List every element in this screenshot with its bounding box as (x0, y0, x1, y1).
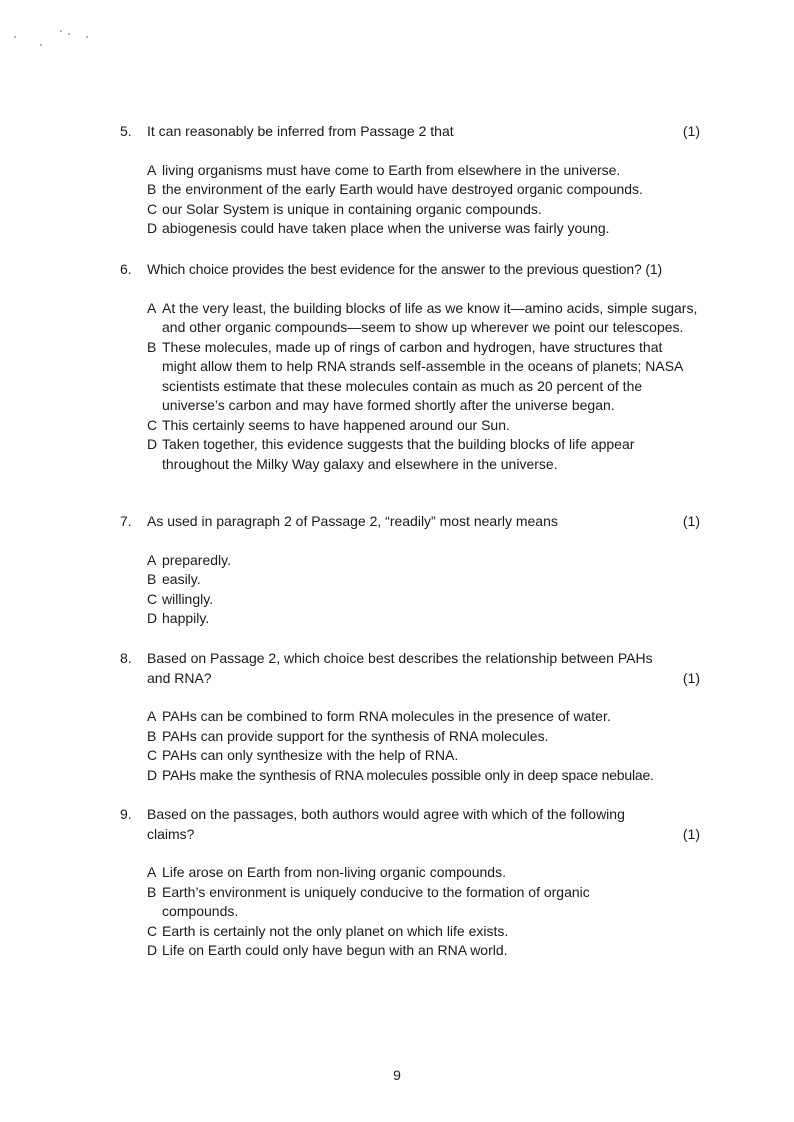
option-letter: B (147, 181, 157, 197)
option-letter: A (147, 161, 157, 178)
question-text: Based on Passage 2, which choice best describes the relationship between PAHs and RNA? (147, 650, 653, 686)
question-8 (120, 649, 700, 785)
option-b (147, 570, 700, 590)
option-letter: C (147, 416, 158, 433)
option-text: These molecules, made up of rings of carbon and hydrogen, have structures that might allow them to help RNA strands self-assemble in the oceans of planets; NASA scientists estimate that these molecules contain as much as 20 percent of the universe’s carbon and may have formed shortly after the universe began. (162, 338, 683, 413)
option-text: PAHs can only synthesize with the help of RNA. (162, 747, 459, 763)
question-stem (120, 649, 700, 688)
option-text: abiogenesis could have taken place when the universe was fairly young. (162, 220, 610, 236)
option-text: This certainly seems to have happened around our Sun. (162, 416, 510, 433)
option-letter: B (147, 338, 157, 355)
answer-options (147, 551, 700, 629)
option-text: Life on Earth could only have begun with an RNA world. (162, 942, 508, 958)
option-text: happily. (162, 610, 210, 626)
question-text: It can reasonably be inferred from Passage 2 that (147, 123, 454, 139)
question-stem (120, 260, 700, 280)
question-text: Based on the passages, both authors would agree with which of the following claims? (147, 806, 625, 842)
question-number: 7. (120, 513, 132, 529)
option-d (147, 609, 700, 629)
option-a (147, 299, 700, 338)
question-9 (120, 805, 700, 961)
option-a (147, 161, 700, 181)
option-letter: D (147, 942, 158, 958)
option-a (147, 551, 700, 571)
question-text (147, 260, 700, 280)
question-mark: (1) (645, 261, 663, 277)
answer-options (147, 707, 700, 785)
option-b (147, 883, 700, 922)
question-stem (120, 805, 700, 844)
option-c (147, 922, 700, 942)
option-letter: D (147, 610, 158, 626)
option-c (147, 416, 700, 436)
question-mark: (1) (682, 513, 700, 529)
option-d (147, 435, 700, 474)
scan-specks (14, 24, 104, 54)
question-5 (120, 122, 700, 239)
question-mark: (1) (682, 123, 700, 139)
question-number: 5. (120, 123, 132, 139)
option-text: PAHs can be combined to form RNA molecules in the presence of water. (162, 708, 611, 724)
option-text: PAHs can provide support for the synthesis of RNA molecules. (162, 727, 549, 744)
option-b (147, 727, 700, 747)
option-text: Taken together, this evidence suggests that the building blocks of life appear throughout the Milky Way galaxy and elsewhere in the universe. (162, 436, 635, 472)
option-text: easily. (162, 571, 201, 587)
option-letter: D (147, 220, 158, 236)
option-letter: B (147, 571, 157, 587)
option-text: willingly. (162, 590, 214, 607)
question-number: 8. (120, 650, 132, 666)
option-letter: D (147, 766, 158, 783)
option-d (147, 219, 700, 239)
option-text: Life arose on Earth from non-living organic compounds. (162, 864, 506, 880)
option-c (147, 746, 700, 766)
option-text: living organisms must have come to Earth from elsewhere in the universe. (162, 161, 621, 178)
option-b (147, 180, 700, 200)
option-a (147, 863, 700, 883)
option-letter: A (147, 708, 157, 724)
question-7 (120, 512, 700, 629)
question-number: 6. (120, 261, 132, 277)
question-text: As used in paragraph 2 of Passage 2, “readily” most nearly means (147, 513, 558, 529)
answer-options (147, 161, 700, 239)
option-letter: B (147, 883, 157, 900)
option-letter: C (147, 590, 158, 607)
question-6 (120, 260, 700, 474)
option-letter: A (147, 864, 157, 880)
option-text: PAHs make the synthesis of RNA molecules possible only in deep space nebulae. (162, 766, 654, 783)
option-b (147, 338, 700, 416)
option-letter: C (147, 200, 158, 217)
option-letter: C (147, 747, 158, 763)
option-text: Earth’s environment is uniquely conducive to the formation of organic compounds. (162, 883, 590, 919)
question-mark: (1) (682, 825, 700, 842)
question-mark: (1) (682, 669, 700, 686)
option-text: preparedly. (162, 551, 232, 568)
option-text: Earth is certainly not the only planet on which life exists. (162, 922, 509, 939)
answer-options (147, 863, 700, 961)
option-letter: A (147, 551, 157, 568)
option-letter: C (147, 922, 158, 939)
answer-options (147, 299, 700, 475)
option-text: our Solar System is unique in containing organic compounds. (162, 200, 542, 217)
option-letter: D (147, 436, 158, 452)
option-c (147, 590, 700, 610)
option-d (147, 766, 700, 786)
option-letter: B (147, 727, 157, 744)
option-a (147, 707, 700, 727)
question-stem (120, 122, 700, 142)
option-d (147, 941, 700, 961)
option-text: At the very least, the building blocks of life as we know it—amino acids, simple sugars, and other organic compounds—seem to show up wherever we point our telescopes. (162, 299, 698, 335)
question-stem (120, 512, 700, 532)
question-number: 9. (120, 806, 132, 822)
page-number: 9 (393, 1067, 401, 1083)
question-text-body: Which choice provides the best evidence for the answer to the previous question? (147, 261, 642, 277)
option-text: the environment of the early Earth would have destroyed organic compounds. (162, 181, 643, 197)
option-letter: A (147, 299, 157, 316)
option-c (147, 200, 700, 220)
